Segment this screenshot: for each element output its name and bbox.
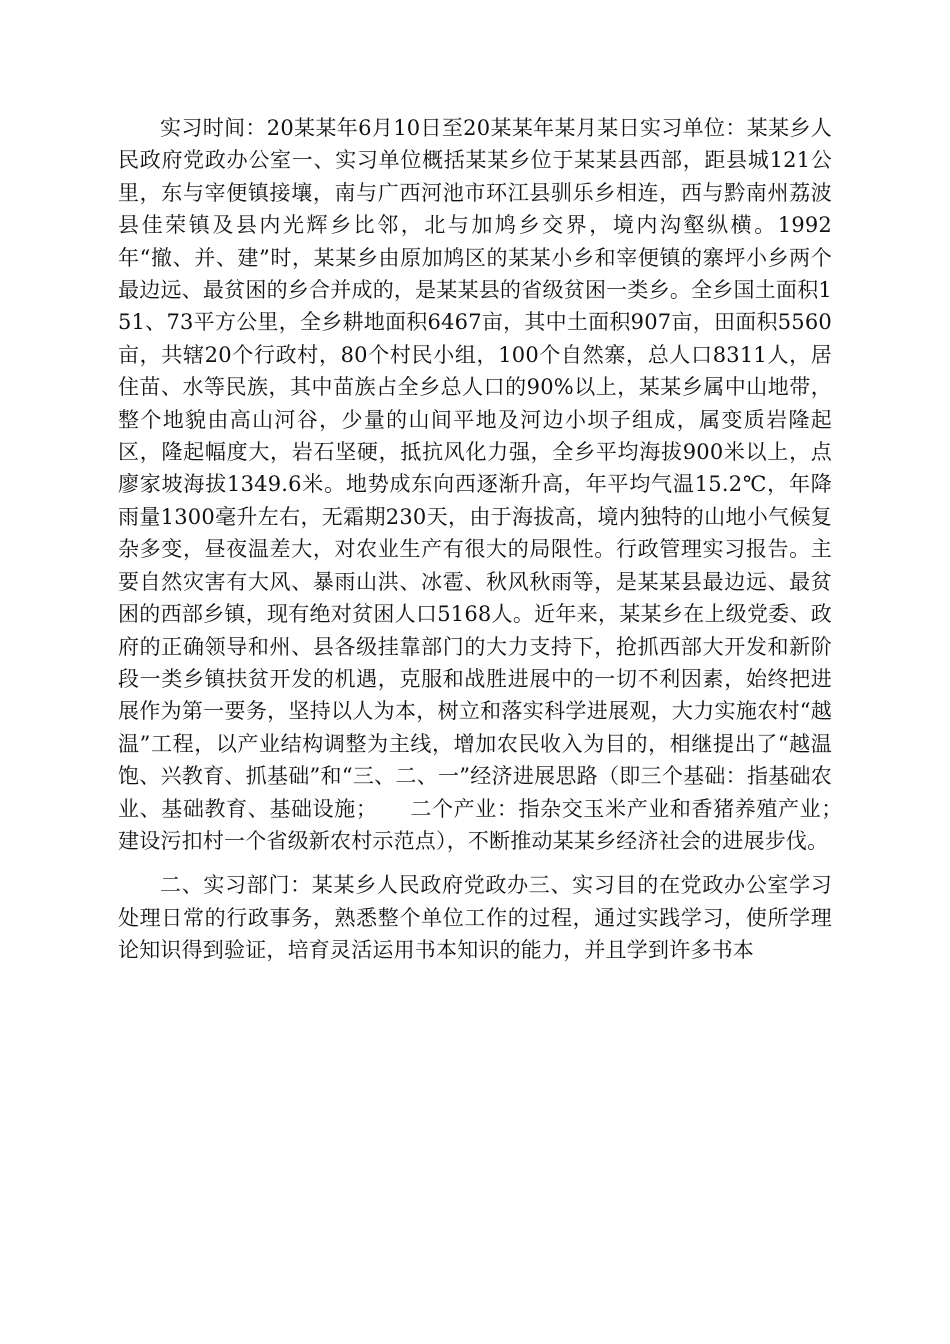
- body-paragraph-internship-department: 二、实习部门：某某乡人民政府党政办三、实习目的在党政办公室学习处理日常的行政事务，熟悉整个单位工作的过程，通过实践学习，使所学理论知识得到验证，培育灵活运用书本知识的能力，并且学到许多书本: [118, 873, 832, 963]
- body-paragraph-internship-overview: 实习时间：20某某年6月10日至20某某年某月某日实习单位：某某乡人民政府党政办公室一、实习单位概括某某乡位于某某县西部，距县城121公里，东与宰便镇接壤，南与广西河池市环江县驯乐乡相连，西与黔南州荔波县佳荣镇及县内光辉乡比邻，北与加鸠乡交界，境内沟壑纵横。1992年“撤、并、建”时，某某乡由原加鸠区的某某小乡和宰便镇的寨坪小乡两个最边远、最贫困的乡合并成的，是某某县的省级贫困一类乡。全乡国土面积151、73平方公里，全乡耕地面积6467亩，其中土面积907亩，田面积5560亩，共辖20个行政村，80个村民小组，100个自然寨，总人口8311人，居住苗、水等民族，其中苗族占全乡总人口的90%以上，某某乡属中山地带，整个地貌由高山河谷，少量的山间平地及河边小坝子组成，属变质岩隆起区，隆起幅度大，岩石坚硬，抵抗风化力强，全乡平均海拔900米以上，点廖家坡海拔1349.6米。地势成东向西逐渐升高，年平均气温15.2℃，年降雨量1300毫升左右，无霜期230天，由于海拔高，境内独特的山地小气候复杂多变，昼夜温差大，对农业生产有很大的局限性。行政管理实习报告。主要自然灾害有大风、暴雨山洪、冰雹、秋风秋雨等，是某某县最边远、最贫困的西部乡镇，现有绝对贫困人口5168人。近年来，某某乡在上级党委、政府的正确领导和州、县各级挂靠部门的大力支持下，抢抓西部大开发和新阶段一类乡镇扶贫开发的机遇，克服和战胜进展中的一切不利因素，始终把进展作为第一要务，坚持以人为本，树立和落实科学进展观，大力实施农村“越温”工程，以产业结构调整为主线，增加农民收入为目的，相继提出了“越温饱、兴教育、抓基础”和“三、二、一”经济进展思路（即三个基础：指基础农业、基础教育、基础设施； 二个产业：指杂交玉米产业和香猪养殖产业； 建设污扣村一个省级新农村示范点），不断推动某某乡经济社会的进展步伐。: [118, 116, 875, 853]
- document-page: [118, 112, 875, 967]
